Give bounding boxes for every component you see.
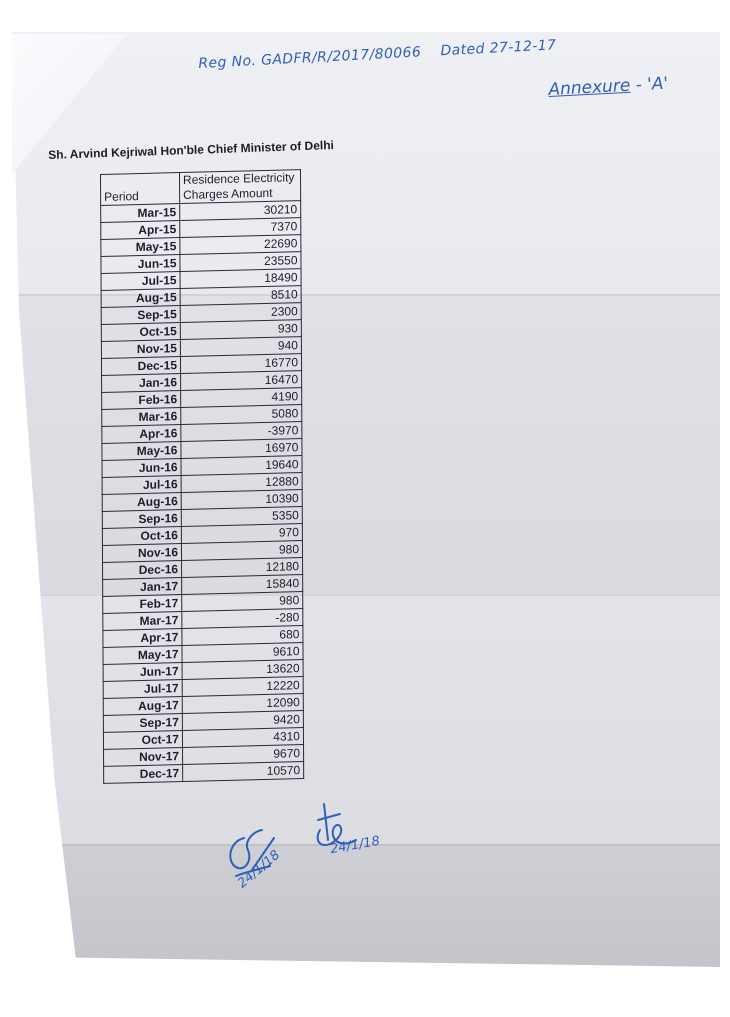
amount-cell: 5350 <box>181 507 302 527</box>
signature-1-date: 24/1/18 <box>235 847 284 892</box>
period-cell: Oct-17 <box>103 730 182 749</box>
registration-date: Dated 27-12-17 <box>440 37 557 60</box>
period-cell: Jul-15 <box>101 272 180 291</box>
annexure-letter: - 'A' <box>629 73 669 96</box>
amount-cell: 980 <box>182 592 303 612</box>
amount-cell: 18490 <box>180 269 301 289</box>
period-cell: Dec-17 <box>104 764 183 783</box>
amount-cell: 940 <box>180 337 301 357</box>
period-cell: Mar-16 <box>102 408 181 427</box>
period-cell: Jun-15 <box>101 255 180 274</box>
amount-column-header <box>180 170 301 204</box>
signature-2 <box>310 800 395 870</box>
period-cell: Jan-17 <box>103 578 182 597</box>
table-body <box>101 201 304 784</box>
period-cell: Oct-16 <box>102 527 181 546</box>
period-cell: Apr-15 <box>101 221 180 240</box>
period-cell: Jul-17 <box>103 679 182 698</box>
amount-cell: 9670 <box>183 745 304 765</box>
signature-2-date: 24/1/18 <box>329 833 382 858</box>
period-cell: Aug-16 <box>102 493 181 512</box>
amount-cell: 23550 <box>180 252 301 272</box>
electricity-charges-table <box>100 169 304 784</box>
period-cell: May-15 <box>101 238 180 257</box>
period-cell: Aug-17 <box>103 696 182 715</box>
period-cell: May-16 <box>102 442 181 461</box>
period-cell: Apr-16 <box>102 425 181 444</box>
period-cell: Jan-16 <box>102 374 181 393</box>
period-cell: Dec-16 <box>103 561 182 580</box>
annexure-word: Annexure <box>548 75 631 100</box>
period-cell: Sep-17 <box>103 713 182 732</box>
amount-cell: 8510 <box>180 286 301 306</box>
amount-cell: 16770 <box>180 354 301 374</box>
addressee-line: Sh. Arvind Kejriwal Hon'ble Chief Minister of Delhi <box>48 138 335 162</box>
period-cell: May-17 <box>103 646 182 665</box>
period-cell: Mar-15 <box>101 204 180 223</box>
period-cell: Dec-15 <box>101 357 180 376</box>
period-cell: Sep-15 <box>101 306 180 325</box>
period-cell: Nov-17 <box>104 747 183 766</box>
amount-cell: 9610 <box>182 643 303 663</box>
amount-cell: 16970 <box>181 439 302 459</box>
amount-cell: 16470 <box>181 371 302 391</box>
charges-table-wrapper <box>100 169 304 784</box>
period-cell: Mar-17 <box>103 612 182 631</box>
period-cell: Sep-16 <box>102 510 181 529</box>
period-cell: Jul-16 <box>102 476 181 495</box>
amount-cell: 12880 <box>181 473 302 493</box>
amount-cell: 22690 <box>180 235 301 255</box>
period-cell: Jun-17 <box>103 663 182 682</box>
amount-cell: 15840 <box>182 575 303 595</box>
amount-cell: 10570 <box>183 762 304 782</box>
amount-cell: 4190 <box>181 388 302 408</box>
amount-cell: 12220 <box>182 677 303 697</box>
amount-cell: 10390 <box>181 490 302 510</box>
amount-cell: 980 <box>181 541 302 561</box>
period-cell: Feb-16 <box>102 391 181 410</box>
amount-cell: -3970 <box>181 422 302 442</box>
amount-cell: 7370 <box>180 218 301 238</box>
amount-cell: 19640 <box>181 456 302 476</box>
amount-cell: 2300 <box>180 303 301 323</box>
period-cell: Apr-17 <box>103 629 182 648</box>
amount-cell: 9420 <box>182 711 303 731</box>
amount-header-line1: Residence Electricity <box>183 170 295 187</box>
period-column-header: Period <box>101 173 180 206</box>
amount-header-line2: Charges Amount <box>183 185 273 202</box>
registration-number: Reg No. GADFR/R/2017/80066 <box>198 44 422 72</box>
amount-cell: 4310 <box>182 728 303 748</box>
period-cell: Oct-15 <box>101 323 180 342</box>
period-cell: Nov-15 <box>101 340 180 359</box>
period-cell: Jun-16 <box>102 459 181 478</box>
amount-cell: 5080 <box>181 405 302 425</box>
period-cell: Nov-16 <box>102 544 181 563</box>
amount-cell: 680 <box>182 626 303 646</box>
period-cell: Aug-15 <box>101 289 180 308</box>
amount-cell: 12090 <box>182 694 303 714</box>
period-cell: Feb-17 <box>103 595 182 614</box>
amount-cell: 30210 <box>180 201 301 221</box>
table-header-row <box>101 170 301 206</box>
amount-cell: 970 <box>181 524 302 544</box>
amount-cell: 930 <box>180 320 301 340</box>
amount-cell: -280 <box>182 609 303 629</box>
amount-cell: 12180 <box>182 558 303 578</box>
amount-cell: 13620 <box>182 660 303 680</box>
